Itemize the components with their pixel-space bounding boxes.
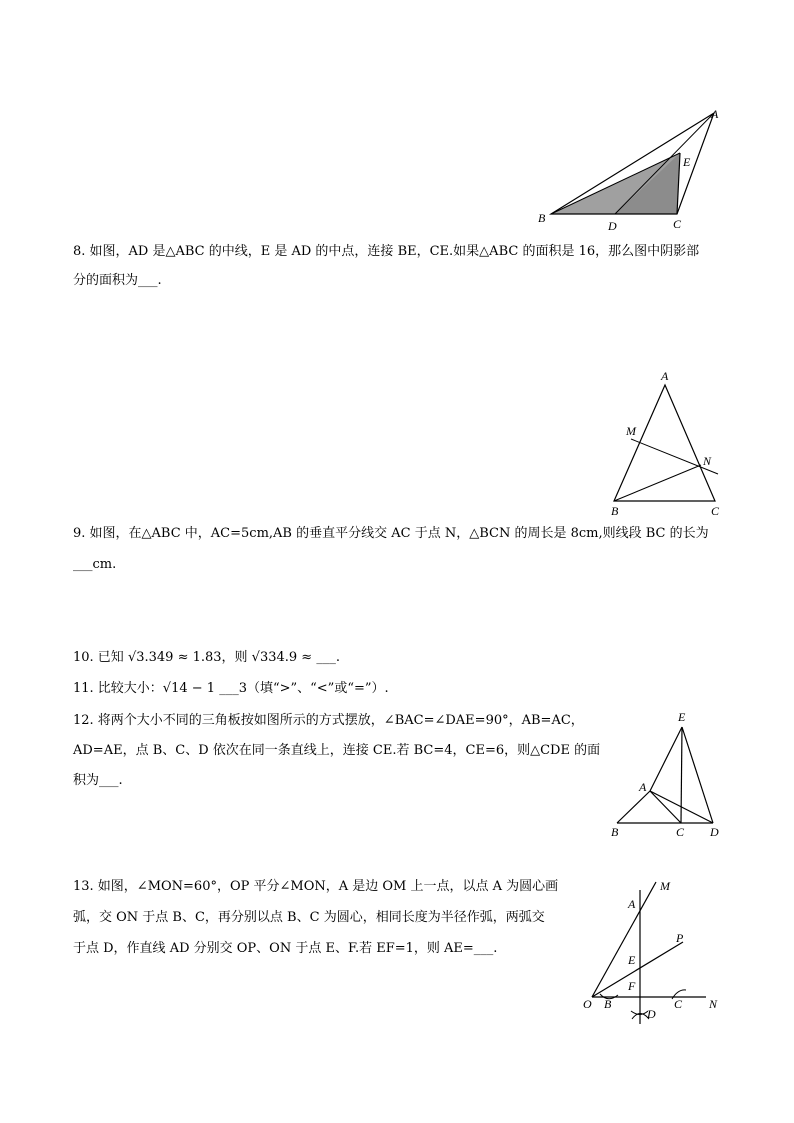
segment-ac: [650, 791, 681, 823]
q9-text-line2: ___cm.: [73, 557, 117, 572]
label-b: B: [611, 825, 619, 839]
label-o: O: [583, 997, 592, 1011]
q12-text-line3: 积为___.: [73, 773, 123, 788]
label-e: E: [678, 710, 686, 724]
label-c: C: [673, 217, 682, 231]
label-c: C: [711, 504, 720, 518]
ray-om: [592, 882, 656, 997]
q13-text-line3: 于点 D，作直线 AD 分别交 OP、ON 于点 E、F.若 EF=1，则 AE=___.: [73, 941, 498, 956]
q13-text-line1: 13. 如图，∠MON=60°，OP 平分∠MON，A 是边 OM 上一点，以点 A 为圆心画: [73, 879, 559, 894]
label-a: A: [628, 897, 636, 911]
q10-text: 10. 已知 √3.349 ≈ 1.83，则 √334.9 ≈ ___.: [73, 650, 340, 665]
label-d: D: [608, 219, 617, 233]
q9-text-line1: 9. 如图，在△ABC 中，AC=5cm,AB 的垂直平分线交 AC 于点 N，△BCN 的周长是 8cm,则线段 BC 的长为: [73, 526, 709, 541]
ray-op: [592, 942, 683, 997]
label-c: C: [676, 825, 685, 839]
figure-q8: [530, 100, 730, 235]
segment-ab: [617, 791, 650, 823]
q12-text-line1: 12. 将两个大小不同的三角板按如图所示的方式摆放，∠BAC=∠DAE=90°，AB=AC，: [73, 713, 584, 728]
label-n: N: [703, 454, 712, 468]
segment-de: [682, 727, 713, 823]
q8-text-line2: 分的面积为___.: [73, 273, 162, 288]
triangle-abc: [614, 385, 715, 501]
q8-text-line1: 8. 如图，AD 是△ABC 的中线，E 是 AD 的中点，连接 BE，CE.如果△ABC 的面积是 16，那么图中阴影部: [73, 244, 700, 259]
q12-text-line2: AD=AE，点 B、C、D 依次在同一条直线上，连接 CE.若 BC=4，CE=6，则△CDE 的面: [73, 743, 601, 758]
q11-text: 11. 比较大小：√14 − 1 ___3（填“>”、“<”或“=”）.: [73, 681, 389, 696]
segment-ce: [681, 727, 682, 823]
figure-q13: [578, 872, 728, 1027]
figure-q12: [603, 705, 728, 840]
label-p: P: [676, 931, 684, 945]
label-d: D: [647, 1007, 656, 1021]
label-f: F: [628, 979, 636, 993]
label-c: C: [674, 997, 683, 1011]
label-b: B: [604, 997, 612, 1011]
q13-text-line2: 弧，交 ON 于点 B、C，再分别以点 B、C 为圆心，相同长度为半径作弧，两弧交: [73, 910, 545, 925]
label-a: A: [711, 107, 719, 121]
label-b: B: [538, 211, 546, 225]
label-n: N: [709, 997, 718, 1011]
label-e: E: [683, 155, 691, 169]
label-m: M: [660, 879, 670, 893]
label-a: A: [661, 369, 669, 383]
label-d: D: [710, 825, 719, 839]
label-a: A: [639, 780, 647, 794]
label-m: M: [626, 424, 636, 438]
figure-q9: [605, 365, 735, 520]
segment-ae: [650, 727, 682, 791]
label-e: E: [628, 953, 636, 967]
label-b: B: [611, 504, 619, 518]
